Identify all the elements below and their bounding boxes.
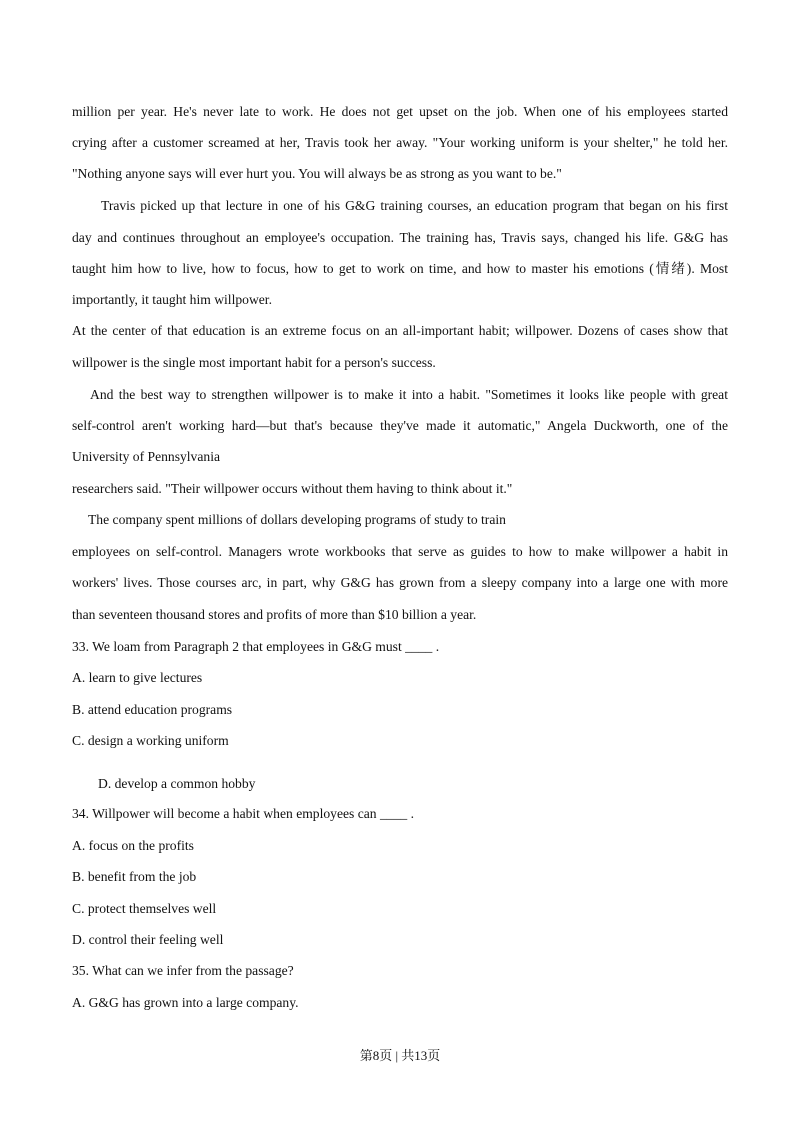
answer-option: C. protect themselves well bbox=[72, 901, 217, 916]
passage-line: crying after a customer screamed at her, Travis took her away. "Your working uniform is your shelter," he told her. bbox=[72, 135, 728, 150]
page-footer: 第8页 | 共13页 bbox=[359, 1048, 441, 1063]
passage-line: And the best way to strengthen willpower is to make it into a habit. "Sometimes it looks like people with great bbox=[90, 387, 728, 402]
question-stem: 33. We loam from Paragraph 2 that employees in G&G must ____ . bbox=[72, 639, 440, 654]
question-stem: 34. Willpower will become a habit when employees can ____ . bbox=[72, 806, 414, 821]
answer-option: A. learn to give lectures bbox=[72, 670, 203, 685]
passage-line: self-control aren't working hard—but that's because they've made it automatic," Angela Duckworth, one of the bbox=[72, 418, 728, 433]
passage-line: willpower is the single most important habit for a person's success. bbox=[72, 355, 436, 370]
answer-option: B. attend education programs bbox=[72, 702, 233, 717]
answer-option: A. focus on the profits bbox=[72, 838, 194, 853]
answer-option: D. develop a common hobby bbox=[98, 776, 256, 791]
passage-line: "Nothing anyone says will ever hurt you. You will always be as strong as you want to be." bbox=[72, 166, 562, 181]
passage-line: employees on self-control. Managers wrote workbooks that serve as guides to how to make willpower a habit in bbox=[72, 544, 728, 559]
passage-line: taught him how to live, how to focus, how to get to work on time, and how to master his emotions (情绪). Most bbox=[72, 261, 728, 276]
passage-line: day and continues throughout an employee's occupation. The training has, Travis says, changed his life. G&G has bbox=[72, 230, 728, 245]
answer-option: A. G&G has grown into a large company. bbox=[72, 995, 299, 1010]
passage-line: University of Pennsylvania bbox=[72, 449, 220, 464]
passage-line: workers' lives. Those courses arc, in part, why G&G has grown from a sleepy company into a large one with more bbox=[72, 575, 728, 590]
passage-line: Travis picked up that lecture in one of his G&G training courses, an education program that began on his first bbox=[101, 198, 728, 213]
answer-option: D. control their feeling well bbox=[72, 932, 224, 947]
answer-option: C. design a working uniform bbox=[72, 733, 229, 748]
passage-line: researchers said. "Their willpower occurs without them having to think about it." bbox=[72, 481, 513, 496]
passage-line: At the center of that education is an extreme focus on an all-important habit; willpower. Dozens of cases show that bbox=[72, 323, 728, 338]
passage-line: million per year. He's never late to work. He does not get upset on the job. When one of his employees started bbox=[72, 104, 728, 119]
passage-line: importantly, it taught him willpower. bbox=[72, 292, 272, 307]
answer-option: B. benefit from the job bbox=[72, 869, 197, 884]
question-stem: 35. What can we infer from the passage? bbox=[72, 963, 294, 978]
passage-line: The company spent millions of dollars developing programs of study to train bbox=[88, 512, 506, 527]
passage-line: than seventeen thousand stores and profits of more than $10 billion a year. bbox=[72, 607, 477, 622]
